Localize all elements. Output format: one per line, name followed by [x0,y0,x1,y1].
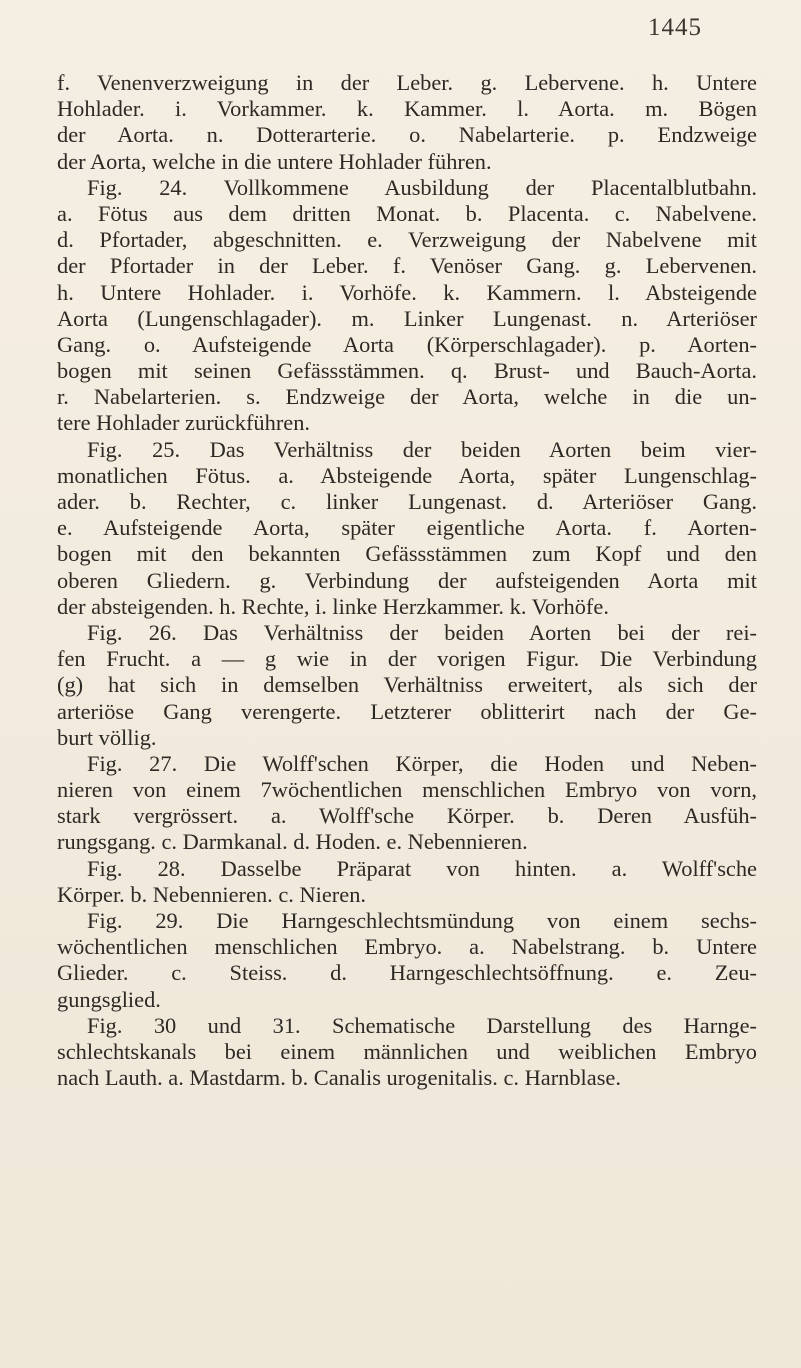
text-line: h. Untere Hohlader. i. Vorhöfe. k. Kammern. l. Absteigende [57,279,757,305]
paragraph-fig-24 [57,175,757,437]
text-line: rungsgang. c. Darmkanal. d. Hoden. e. Nebennieren. [57,829,528,855]
paragraph-fig-30-31 [57,1013,757,1092]
text-line: Fig. 25. Das Verhältniss der beiden Aorten beim vier- [87,436,757,462]
paragraph-continuation [57,70,757,175]
text-line: stark vergrössert. a. Wolff'sche Körper. b. Deren Ausfüh- [57,803,757,829]
paragraph-fig-27 [57,751,757,856]
text-line: oberen Gliedern. g. Verbindung der aufsteigenden Aorta mit [57,567,757,593]
paragraph-fig-26 [57,620,757,751]
text-line: Aorta (Lungenschlagader). m. Linker Lungenast. n. Arteriöser [57,305,757,331]
text-line: Fig. 24. Vollkommene Ausbildung der Placentalblutbahn. [87,174,757,200]
text-line: fen Frucht. a — g wie in der vorigen Figur. Die Verbindung [57,646,757,672]
text-line: Gang. o. Aufsteigende Aorta (Körperschlagader). p. Aorten- [57,331,757,357]
text-line: Körper. b. Nebennieren. c. Nieren. [57,881,366,907]
text-line: der Aorta. n. Dotterarterie. o. Nabelarterie. p. Endzweige [57,122,757,148]
text-line: tere Hohlader zurückführen. [57,410,311,436]
text-line: d. Pfortader, abgeschnitten. e. Verzweigung der Nabelvene mit [57,227,757,253]
page-number: 1445 [648,14,702,41]
text-line: Fig. 26. Das Verhältniss der beiden Aorten bei der rei- [87,619,757,645]
text-line: der absteigenden. h. Rechte, i. linke Herzkammer. k. Vorhöfe. [57,593,609,619]
text-line: Hohlader. i. Vorkammer. k. Kammer. l. Aorta. m. Bögen [57,96,757,122]
text-line: Fig. 30 und 31. Schematische Darstellung des Harnge- [87,1012,757,1038]
text-line: der Aorta, welche in die untere Hohlader führen. [57,148,492,174]
text-line: f. Venenverzweigung in der Leber. g. Lebervene. h. Untere [57,70,757,95]
paragraph-fig-25 [57,437,757,620]
text-line: r. Nabelarterien. s. Endzweige der Aorta, welche in die un- [57,384,757,410]
text-line: Glieder. c. Steiss. d. Harngeschlechtsöffnung. e. Zeu- [57,960,757,986]
text-line: gungsglied. [57,986,161,1012]
text-line: a. Fötus aus dem dritten Monat. b. Placenta. c. Nabelvene. [57,200,757,226]
text-line: Fig. 27. Die Wolff'schen Körper, die Hoden und Neben- [87,750,757,776]
paragraph-fig-29 [57,908,757,1013]
text-line: burt völlig. [57,724,157,750]
text-line: bogen mit seinen Gefässstämmen. q. Brust- und Bauch-Aorta. [57,358,757,384]
text-line: wöchentlichen menschlichen Embryo. a. Nabelstrang. b. Untere [57,934,757,960]
text-line: (g) hat sich in demselben Verhältniss erweitert, als sich der [57,672,757,698]
figure-legend-text [57,70,757,1091]
text-line: arteriöse Gang verengerte. Letzterer oblitterirt nach der Ge- [57,698,757,724]
text-line: Fig. 28. Dasselbe Präparat von hinten. a. Wolff'sche [87,855,757,881]
paragraph-fig-28 [57,856,757,908]
text-line: nieren von einem 7wöchentlichen menschlichen Embryo von vorn, [57,777,757,803]
text-line: e. Aufsteigende Aorta, später eigentliche Aorta. f. Aorten- [57,515,757,541]
text-line: nach Lauth. a. Mastdarm. b. Canalis urogenitalis. c. Harnblase. [57,1065,621,1091]
text-line: Fig. 29. Die Harngeschlechtsmündung von einem sechs- [87,908,757,933]
text-line: bogen mit den bekannten Gefässstämmen zum Kopf und den [57,541,757,567]
text-line: schlechtskanals bei einem männlichen und weiblichen Embryo [57,1038,757,1064]
text-line: ader. b. Rechter, c. linker Lungenast. d. Arteriöser Gang. [57,489,757,514]
text-line: der Pfortader in der Leber. f. Venöser Gang. g. Lebervenen. [57,253,757,279]
text-line: monatlichen Fötus. a. Absteigende Aorta, später Lungenschlag- [57,462,757,488]
